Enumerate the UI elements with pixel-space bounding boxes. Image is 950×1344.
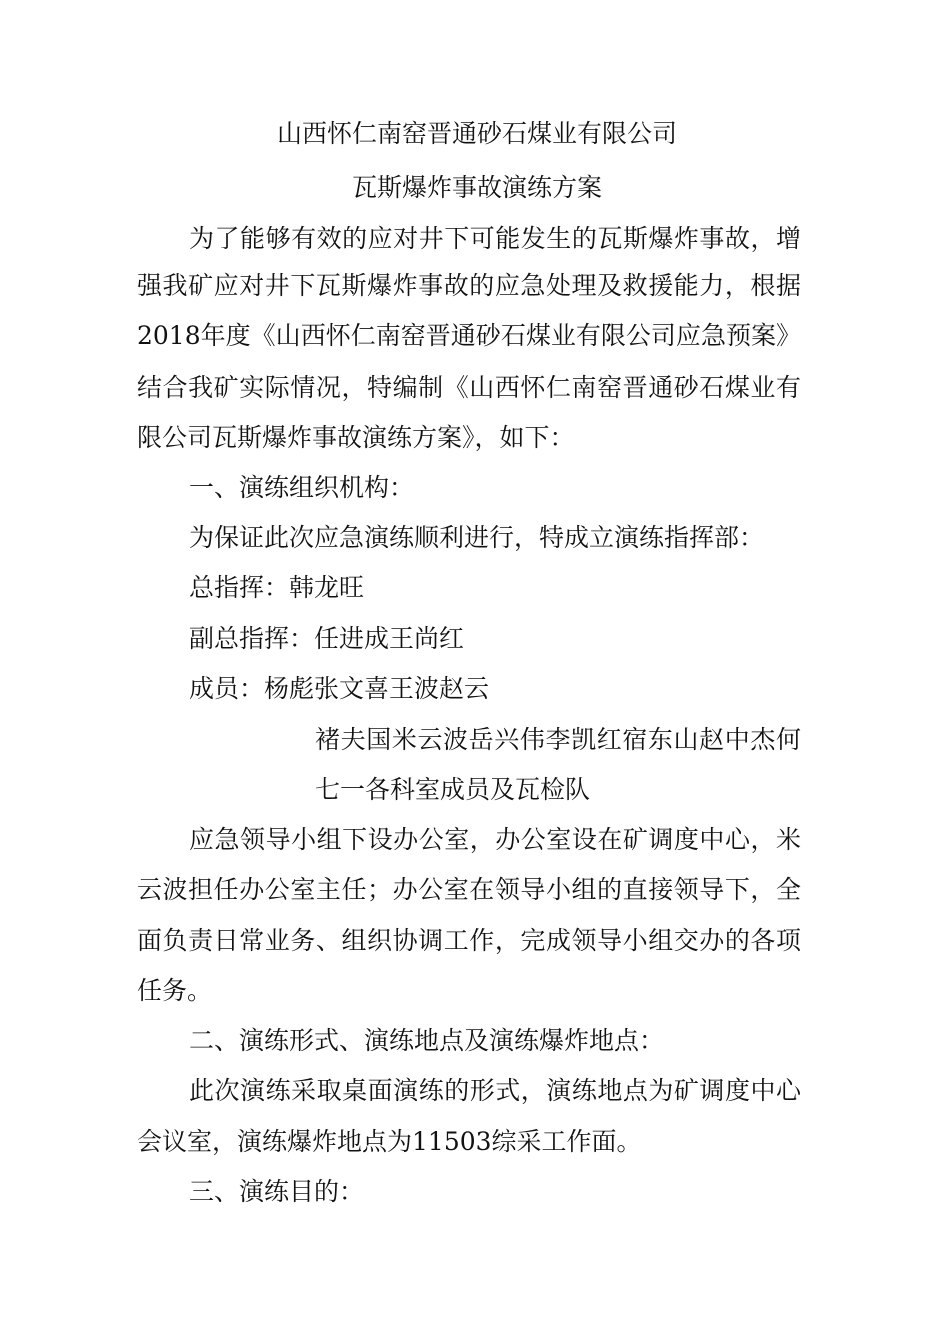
paragraph-line: 云波担任办公室主任；办公室在领导小组的直接领导下，全 (137, 875, 801, 904)
paragraph-line: 会议室，演练爆炸地点为11503综采工作面。 (137, 1127, 642, 1156)
section-heading: 二、演练形式、演练地点及演练爆炸地点： (189, 1026, 665, 1055)
section-heading: 三、演练目的： (189, 1177, 365, 1206)
document-title-plan: 瓦斯爆炸事故演练方案 (351, 173, 602, 202)
paragraph-line: 应急领导小组下设办公室，办公室设在矿调度中心，米 (189, 825, 801, 854)
paragraph-line: 总指挥：韩龙旺 (189, 573, 365, 602)
document-title-company: 山西怀仁南窑晋通砂石煤业有限公司 (276, 119, 677, 148)
paragraph-line: 为保证此次应急演练顺利进行，特成立演练指挥部： (189, 523, 765, 552)
paragraph-line: 结合我矿实际情况，特编制《山西怀仁南窑晋通砂石煤业有 (137, 373, 801, 402)
paragraph-line: 副总指挥：任进成王尚红 (189, 624, 465, 653)
paragraph-line: 成员：杨彪张文喜王波赵云 (189, 674, 490, 703)
paragraph-line: 面负责日常业务、组织协调工作，完成领导小组交办的各项 (137, 926, 801, 955)
paragraph-line: 七一各科室成员及瓦检队 (315, 775, 591, 804)
paragraph-line: 为了能够有效的应对井下可能发生的瓦斯爆炸事故，增 (189, 224, 801, 253)
paragraph-line: 限公司瓦斯爆炸事故演练方案》，如下： (137, 423, 575, 452)
paragraph-line: 2018年度《山西怀仁南窑晋通砂石煤业有限公司应急预案》 (137, 321, 801, 350)
paragraph-line: 强我矿应对井下瓦斯爆炸事故的应急处理及救援能力，根据 (137, 271, 801, 300)
paragraph-line: 任务。 (137, 976, 213, 1005)
section-heading: 一、演练组织机构： (189, 473, 415, 502)
paragraph-line: 此次演练采取桌面演练的形式，演练地点为矿调度中心 (189, 1076, 801, 1105)
paragraph-line: 褚夫国米云波岳兴伟李凯红宿东山赵中杰何 (315, 725, 801, 754)
